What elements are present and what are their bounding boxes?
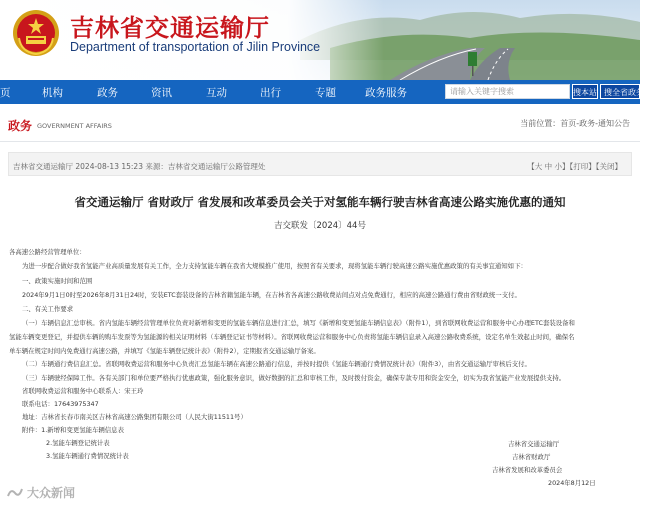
paragraph: 省联网收费运营和服务中心联系人：宋王玲 bbox=[22, 387, 144, 395]
paragraph: 联系电话：17643975347 bbox=[22, 400, 99, 408]
watermark-logo-icon bbox=[6, 486, 24, 500]
search-province-button[interactable]: 搜全省政务网站 bbox=[600, 84, 640, 99]
paragraph: 地址：吉林省长春市南关区吉林省高速公路集团有限公司（人民大街11511号） bbox=[22, 413, 247, 421]
nav-item-interaction[interactable]: 互动 bbox=[206, 87, 227, 99]
attachment-list-item: 附件：1.新增和变更氢能车辆信息表 bbox=[22, 426, 124, 434]
article-title: 省交通运输厅 省财政厅 省发展和改革委员会关于对氢能车辆行驶吉林省高速公路实施优惠的通知 bbox=[74, 195, 566, 209]
nav-item-topics[interactable]: 专题 bbox=[315, 87, 336, 99]
site-title: 吉林省交通运输厅 bbox=[70, 13, 270, 42]
signature-date: 2024年8月12日 bbox=[548, 479, 596, 487]
nav-item-travel[interactable]: 出行 bbox=[260, 87, 281, 99]
paragraph: 单车辆在规定时间内免费通行高速公路，并填写《氢能车辆登记统计表》（附件2），定期报省交通运输厅备案。 bbox=[9, 347, 320, 355]
paragraph: 氢能车辆变更登记，并提供车辆的购车发票等为氢能源的相关证明材料（车辆登记证书等材料）。省联网收费运营和服务中心负责将氢能车辆信息录入高速公路收费系统，设定名单生效起止时间，确保名 bbox=[9, 333, 575, 341]
paragraph: 为进一步配合做好我省氢能产业高质量发展有关工作，全力支持氢能车辆在我省大规模推广使用，按照省有关要求，现将氢能车辆行驶高速公路实施优惠政策的有关事宜通知如下： bbox=[22, 262, 527, 270]
attachment-list-item: 3.氢能车辆通行费情况统计表 bbox=[46, 452, 129, 460]
nav-item-government-affairs[interactable]: 政务 bbox=[97, 87, 118, 99]
nav-item-organization[interactable]: 机构 bbox=[42, 87, 63, 99]
paragraph: （三）车辆驶经保障工作。各有关部门和单位要严格执行优惠政策，强化服务意识，做好数据的汇总和审核工作，及时拨付资金，确保专款专用和资金安全，切实为我省氢能产业发展提供支持。 bbox=[22, 374, 566, 382]
paragraph: 各高速公路经营管理单位： bbox=[9, 248, 86, 256]
paragraph: （一）车辆信息汇总审核。省内氢能车辆经营管理单位负责对新增和变更的氢能车辆信息进行汇总，填写《新增和变更氢能车辆信息表》（附件1），到省联网收费运营和服务中心办理ETC套装设备和 bbox=[22, 319, 575, 327]
paragraph: 二、有关工作要求 bbox=[22, 305, 74, 313]
watermark-text: 大众新闻 bbox=[27, 486, 76, 500]
signature: 吉林省财政厅 bbox=[512, 453, 551, 461]
signature: 吉林省发展和改革委员会 bbox=[492, 466, 563, 474]
national-emblem-icon bbox=[11, 8, 61, 58]
nav-item-news[interactable]: 资讯 bbox=[151, 87, 172, 99]
paragraph: 2024年9月1日0时至2026年8月31日24时，安装ETC套装设备的吉林省籍氢能车辆，在吉林省各高速公路收费站间点对点免费通行，相应的高速公路通行费由省财政统一支付。 bbox=[22, 291, 521, 299]
signature: 吉林省交通运输厅 bbox=[508, 440, 560, 448]
breadcrumb[interactable]: 当前位置：首页-政务-通知公告 bbox=[520, 119, 630, 128]
site-title-english: Department of transportation of Jilin Province bbox=[70, 40, 321, 54]
watermark bbox=[6, 484, 75, 501]
section-subtitle: GOVERNMENT AFFAIRS bbox=[37, 122, 112, 130]
search-site-button[interactable]: 搜本站 bbox=[572, 84, 598, 99]
article-meta: 吉林省交通运输厅 2024-08-13 15:23 来源：吉林省交通运输厅公路管理处 bbox=[13, 162, 266, 171]
search-input[interactable]: 请输入关键字搜索 bbox=[445, 84, 570, 99]
paragraph: 一、政策实施时间和范围 bbox=[22, 277, 93, 285]
nav-item-government-services[interactable]: 政务服务 bbox=[365, 87, 407, 99]
nav-item-home[interactable]: 页 bbox=[0, 87, 11, 99]
attachment-list-item: 2.氢能车辆登记统计表 bbox=[46, 439, 110, 447]
paragraph: （二）车辆通行费信息汇总。省联网收费运营和服务中心负责汇总氢能车辆在高速公路通行信息，并按时提供《氢能车辆通行费情况统计表》（附件3），由省交通运输厅审核后支付。 bbox=[22, 360, 531, 368]
article-tools[interactable]: 【大 中 小】【打印】【关闭】 bbox=[527, 162, 622, 171]
site-header bbox=[0, 0, 640, 80]
section-title: 政务 bbox=[8, 119, 33, 133]
document-number: 吉交联发〔2024〕44号 bbox=[274, 221, 366, 231]
